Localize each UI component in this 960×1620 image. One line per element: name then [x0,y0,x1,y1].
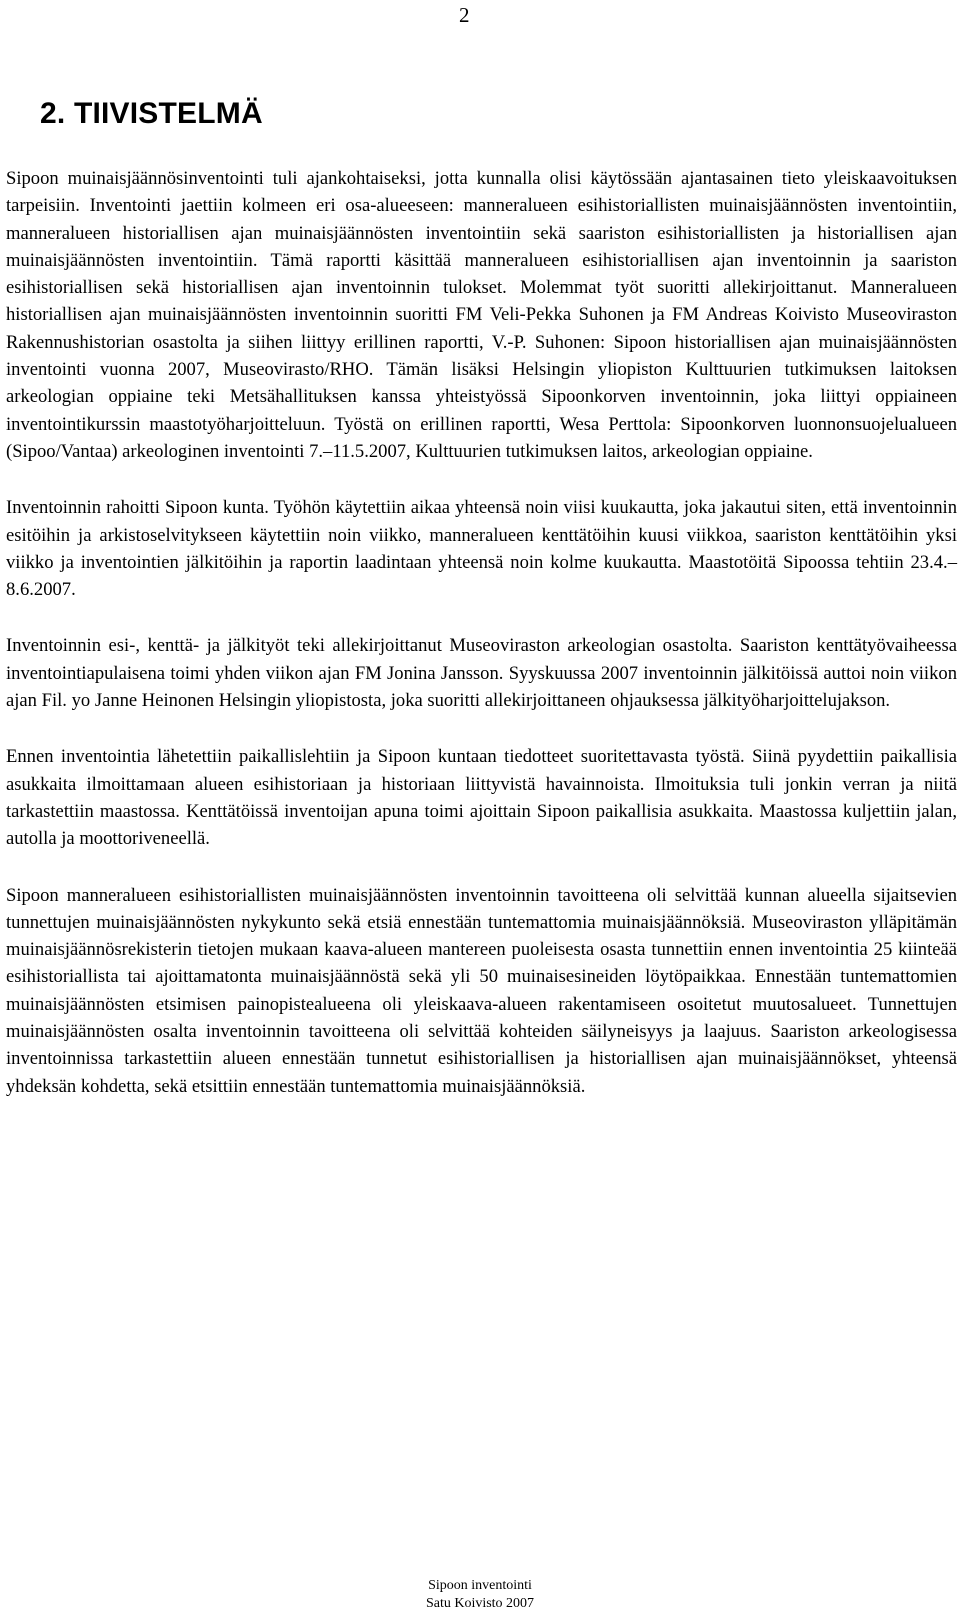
paragraph-notices: Ennen inventointia lähetettiin paikallislehtiin ja Sipoon kuntaan tiedotteet suoritettavasta työstä. Siinä pyydettiin paikallisia asukkaita ilmoittamaan alueen esihistoriaan ja historiaan liittyvistä havainnoista. Ilmoituksia tuli jonkin verran ja niitä tarkastettiin maastossa. Kenttätöissä inventoijan apuna toimi ajoittain Sipoon paikallisia asukkaita. Maastossa kuljettiin jalan, autolla ja moottoriveneellä. [6,746,957,850]
paragraph-staff: Inventoinnin esi-, kenttä- ja jälkityöt teki allekirjoittanut Museoviraston arkeologian osastolta. Saariston kenttätyövaiheessa inventointiapulaisena toimi yhden viikon ajan FM Jonina Jansson. Syyskuussa 2007 inventoinnin jälkitöissä auttoi noin viikon ajan Fil. yo Janne Heinonen Helsingin yliopistosta, joka suoritti allekirjoittaneen ohjauksessa jälkityöharjoittelujakson. [6,635,957,712]
paragraph-funding: Inventoinnin rahoitti Sipoon kunta. Työhön käytettiin aikaa yhteensä noin viisi kuukautta, joka jakautui siten, että inventoinnin esitöihin ja arkistoselvitykseen käytettiin noin viikko, manneralueen kenttätöihin kuusi viikkoa, saariston kenttätöihin yksi viikko ja inventointien jälkitöihin ja raportin laadintaan yhteensä noin kolme kuukautta. Maastotöitä Sipoossa tehtiin 23.4.–8.6.2007. [6,497,957,601]
section-heading: 2. TIIVISTELMÄ [40,97,263,130]
page-number: 2 [459,3,470,27]
body-text [6,165,957,1129]
paragraph-objectives: Sipoon manneralueen esihistoriallisten muinaisjäännösten inventoinnin tavoitteena oli selvittää kunnan alueella sijaitsevien tunnettujen muinaisjäännösten nykykunto sekä etsiä ennestään tuntemattomia muinaisjäännöksiä. Museoviraston ylläpitämän muinaisjäännösrekisterin tietojen mukaan kaava-alueen mantereen puoleisesta osasta tunnettiin ennen inventointia 25 kiinteää esihistoriallista tai ajoittamatonta muinaisjäännöstä sekä yli 50 muinaisesineiden löytöpaikkaa. Ennestään tuntemattomien muinaisjäännösten etsimisen painopistealueena oli yleiskaava-alueen rakentamiseen osoitetut muutosalueet. Tunnettujen muinaisjäännösten osalta inventoinnin tavoitteena oli selvittää kohteiden säilyneisyys ja laajuus. Saariston arkeologisessa inventoinnissa tarkastettiin alueen ennestään tunnetut esihistoriallisen ja historiallisen ajan muinaisjäännökset, yhteensä yhdeksän kohdetta, sekä etsittiin ennestään tuntemattomia muinaisjäännöksiä. [6,884,957,1097]
paragraph-background: Sipoon muinaisjäännösinventointi tuli ajankohtaiseksi, jotta kunnalla olisi käytössään ajantasainen tieto yleiskaavoituksen tarpeisiin. Inventointi jaettiin kolmeen eri osa-alueeseen: manneralueen esihistoriallisten muinaisjäännösten inventointiin, manneralueen historiallisen ajan muinaisjäännösten inventointiin sekä saariston esihistoriallisten ja historiallisen ajan muinaisjäännösten inventointiin. Tämä raportti käsittää manneralueen esihistoriallisen ajan inventoinnin ja saariston esihistoriallisen sekä historiallisen ajan inventoinnin tulokset. Molemmat työt suoritti allekirjoittanut. Manneralueen historiallisen ajan muinaisjäännösten inventoinnin suoritti FM Veli-Pekka Suhonen ja FM Andreas Koivisto Museoviraston Rakennushistorian osastolta ja siihen liittyy erillinen raportti, V.-P. Suhonen: Sipoon historiallisen ajan muinaisjäännösten inventointi vuonna 2007, Museovirasto/RHO. Tämän lisäksi Helsingin yliopiston Kulttuurien tutkimuksen laitoksen arkeologian oppiaine teki Metsähallituksen kanssa yhteistyössä Sipoonkorven inventoinnin, joka liittyi oppiaineen inventointikurssin maastotyöharjoitteluun. Työstä on erillinen raportti, Wesa Perttola: Sipoonkorven luonnonsuojelualueen (Sipoo/Vantaa) arkeologinen inventointi 7.–11.5.2007, Kulttuurien tutkimuksen laitos, arkeologian oppiaine. [6,168,957,462]
footer-title: Sipoon inventointi [428,1578,532,1593]
page-footer [0,1577,960,1613]
footer-author: Satu Koivisto 2007 [425,1596,535,1611]
